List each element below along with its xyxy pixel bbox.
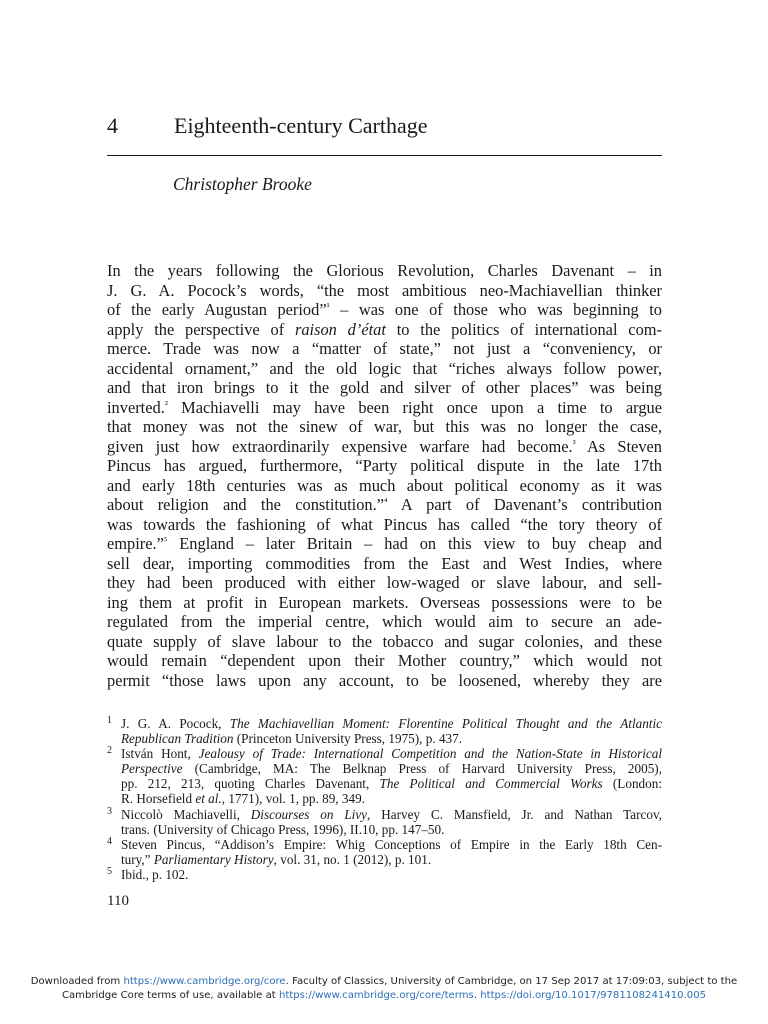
footnote: 2 István Hont, Jealousy of Trade: International Competition and the Nation-State in Historical Perspective (Cambridge, MA: The Belknap Press of Harvard University Press, 2005), pp. 212, 213, quoting Charles Davenant, The Political and Commercial Works (London: R. Horsefield et al., 1771), vol. 1, pp. 89, 349. bbox=[107, 745, 662, 807]
body-line: and early 18th centuries was as much about political economy as it was bbox=[107, 475, 662, 495]
body-line: merce. Trade was now a “matter of state,” not just a “conveniency, or bbox=[107, 339, 662, 358]
body-line: apply the perspective of raison d’état to the politics of international com- bbox=[107, 319, 662, 339]
chapter-author: Christopher Brooke bbox=[173, 174, 312, 194]
doi-link[interactable]: https://doi.org/10.1017/9781108241410.005 bbox=[480, 989, 707, 1001]
body-line: In the years following the Glorious Revolution, Charles Davenant – in bbox=[107, 261, 662, 280]
body-line: J. G. A. Pocock’s words, “the most ambitious neo-Machiavellian thinker bbox=[107, 280, 662, 300]
body-line: would remain “dependent upon their Mother country,” which would not bbox=[107, 651, 662, 670]
body-line: and that iron brings to it the gold and silver of other places” was being bbox=[107, 378, 662, 397]
footnote-number: 4 bbox=[107, 835, 112, 847]
footnote-ref: ⁵ bbox=[163, 535, 168, 547]
body-line: accidental ornament,” and the old logic that “riches always follow power, bbox=[107, 358, 662, 378]
footnote-ref: ² bbox=[164, 398, 168, 410]
body-line: about religion and the constitution.”$^{^4}$ A part of Davenant’s contribution bbox=[107, 495, 662, 514]
footnotes bbox=[107, 716, 662, 882]
body-line: they had been produced with either low-waged or slave labour, and sell- bbox=[107, 573, 662, 592]
body-line: permit “those laws upon any account, to be loosened, whereby they are bbox=[107, 670, 662, 690]
footnote: 1 J. G. A. Pocock, The Machiavellian Moment: Florentine Political Thought and the Atlantic Republican Tradition (Princeton University Press, 1975), p. 437. bbox=[107, 715, 662, 747]
footnote: 4 Steven Pincus, “Addison’s Empire: Whig Conceptions of Empire in the Early 18th Cen- tury,” Parliamentary History, vol. 31, no. 1 (2012), p. 101. bbox=[107, 835, 662, 867]
footnote-number: 3 bbox=[107, 805, 112, 817]
body-line: given just how extraordinarily expensive warfare had become.$^{^3}$ As Steven bbox=[107, 436, 662, 456]
footnote-number: 5 bbox=[107, 865, 112, 877]
body-line: empire.”$^{^5}$ England – later Britain – had on this view to buy cheap and bbox=[107, 534, 662, 553]
terms-link[interactable]: https://www.cambridge.org/core/terms bbox=[278, 989, 474, 1001]
body-line: was towards the fashioning of what Pincus has called “the tory theory of bbox=[107, 514, 662, 534]
body-line: Pincus has argued, furthermore, “Party political dispute in the late 17th bbox=[107, 456, 662, 475]
cambridge-core-link[interactable]: https://www.cambridge.org/core bbox=[123, 976, 286, 987]
footnote: 3 Niccolò Machiavelli, Discourses on Livy, Harvey C. Mansfield, Jr. and Nathan Tarcov, trans. (University of Chicago Press, 1996), II.10, pp. 147–50. bbox=[107, 805, 662, 837]
download-notice: Downloaded from https://www.cambridge.org/core. Faculty of Classics, University of Cambridge, on 17 Sep 2017 at 17:09:03, subject to the Cambridge Core terms of use, available at https://www.cambridge.org/core/terms. https://doi.org/10.1017/9781108241410.005 bbox=[30, 976, 738, 1001]
body-line: sell dear, importing commodities from the East and West Indies, where bbox=[107, 553, 662, 573]
footnote-number: 1 bbox=[107, 715, 112, 726]
body-line: of the early Augustan period”$^{^1}$ – was one of those who was beginning to bbox=[107, 300, 662, 319]
page-number: 110 bbox=[107, 893, 129, 909]
heading-rule bbox=[107, 155, 662, 156]
footnote-ref: ⁴ bbox=[384, 496, 388, 508]
chapter-title: Eighteenth-century Carthage bbox=[174, 113, 428, 138]
body-line: ing them at profit in European markets. Overseas possessions were to be bbox=[107, 592, 662, 612]
footnote-ref: ³ bbox=[572, 437, 576, 449]
body-line: inverted.$^{^2}$ Machiavelli may have been right once upon a time to argue bbox=[107, 397, 662, 417]
footnote-number: 2 bbox=[107, 745, 112, 757]
body-line: regulated from the imperial centre, which would aim to secure an ade- bbox=[107, 612, 662, 631]
body-text bbox=[107, 261, 662, 690]
body-line: quate supply of slave labour to the tobacco and sugar colonies, and these bbox=[107, 631, 662, 651]
footnote: 5 Ibid., p. 102. bbox=[107, 865, 189, 882]
chapter-heading bbox=[107, 113, 428, 139]
body-line: that money was not the sinew of war, but this was no longer the case, bbox=[107, 417, 662, 436]
footnote-ref: ¹ bbox=[326, 301, 330, 313]
chapter-number: 4 bbox=[107, 113, 118, 138]
